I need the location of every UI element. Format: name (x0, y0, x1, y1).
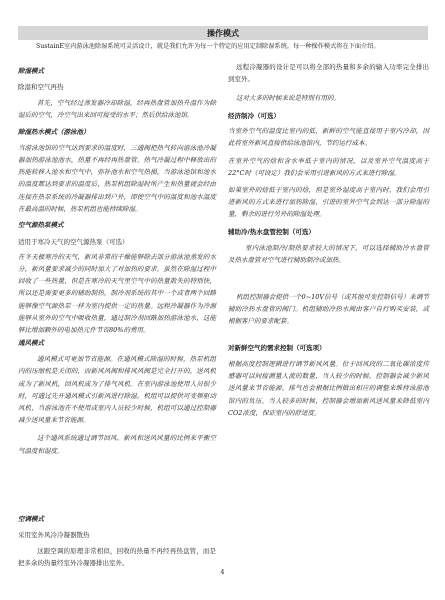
air-conditioning-mode-paragraph: 这跟空调的原理非常相似，回收的热量不再经再热盘管，而是把多余的热量经室外冷凝器排出室外。 (18, 547, 216, 568)
intro-paragraph: SustainE室内游泳池除湿系统可灵活设计，就是我们允许为每一个特定的应用定制除湿系统。每一种操作模式将在下面介绍。 (36, 43, 380, 50)
page-number: 4 (220, 568, 225, 576)
ventilation-mode-paragraph: 通风模式可更加节省能源。在通风模式除湿的时候，热泵机组内的压缩机是关闭的，而新风风阀和排风风阀是完全打开的，送风机成为了新风机，回风机成为了排气风机。在室内游泳池使用人员很少时，可通过先开通风模式引新风进行除湿，机组可以提供可变频驱动风机，当游泳池在不使用或室内人员较少时候，机组可以通过控制器减少送风量来节省能源。 (18, 355, 216, 425)
section-title: 操作模式 (207, 28, 239, 38)
left-column (18, 65, 216, 457)
aux-coils-paragraph-1: 室内泳池制冷/制热要求较大的情况下，可以选择辅助冷水盘管及热水盘管对空气进行辅助制冷或加热。 (228, 244, 429, 265)
air-conditioning-section (18, 513, 216, 569)
dehumidify-mode-paragraph: 首先，空气经过蒸发器冷却除湿，经再热盘管加热升温作为除湿后的空气，冷空气出来回可接受的水平；然后供给泳池馆。 (18, 99, 216, 120)
ventilation-mode-note: 这个通风系统通过调节回风、新风和送风风量的比例来平衡空气温度和湿度。 (18, 434, 216, 455)
air-conditioning-mode-heading: 空调模式 (18, 515, 44, 523)
economizer-paragraph-2: 在室外空气的焓和含水率低于室内的情况，以及室外空气温度高于22°C时（可设定）我们会采用引进新风的方式来进行除湿。 (228, 157, 429, 178)
aux-coils-paragraph-2: 机组控制器会提供一个0~10V信号（或其他可变控制信号）来调节辅助冷热水盘管的阀门。机组辅助冷热水阀由客户自行购买安装，或根据客户的要求配套。 (228, 293, 429, 326)
aux-coils-heading: 辅助冷/热水盘管控制（可选） (228, 228, 315, 236)
air-conditioning-mode-subheading: 采用室外风冷冷凝器散热 (18, 531, 90, 539)
air-source-mode-subheading: 适用于寒冷天气的空气源热泵（可选） (18, 237, 129, 246)
demand-control-heading: 对新鲜空气的需求控制（可选项） (228, 344, 326, 352)
ventilation-mode-heading: 通风模式 (18, 339, 44, 348)
demand-control-paragraph: 根据高度控制逻辑进行调节新风风量。位于回风段的二氧化碳浓度传感器可以间接测量人流的数量，当人较少的时候，控制器会减少新风送风量来节省能源。排气也会根据比例做出相应的调整来维持泳游池馆内的负压。当人较多的时候，控制器会增加新风送风量来降低室内CO2浓度，保证室内的舒适度。 (228, 360, 429, 417)
remote-condenser-paragraph: 远程冷凝器的设计是可以将全部的热量和多余的输入功率完全排出到室外。 (228, 63, 429, 84)
air-source-mode-paragraph: 在冬天极寒冷的天气，新风非常的干燥能够除去部分游泳池蒸发的水分，新风量要求减少的同时加大了对加热的要求。虽然在除湿过程中回收了一些热量，但是在寒冷的天气里空气中的热量散失的特别快，所以还是需要更多的辅助制热。制冷剂系统的其中一个或者两个回路能够像空气源热泵一样为室内提供一定的热量。远程冷凝器作为冷源能够从室外的空气中吸收热量，通过制冷剂回路加热游泳池水，这能够比增加额外的电加热元件节省80%的费用。 (18, 252, 216, 335)
air-source-mode-heading: 空气源热泵模式 (18, 220, 64, 229)
section-title-bar (18, 26, 428, 40)
pool-heating-mode-paragraph: 当游泳池馆的空气达到要求的温度时，三通阀把热气转向游泳池冷凝器加热游泳池池水，热量不再经再热盘管。热气冷凝过程中释放出的热能转移入池水和空气中，弥补池水和空气热损。当游泳池馆和池水的温度都达到要求的温度后，热泵机组除湿时所产生和热量就会经由连接在热泵系统的冷凝器排出到户外，即使空气中的温度和池水温度在最高温的时候，热泵机组也能持续除湿。 (18, 143, 216, 213)
right-column (228, 61, 429, 419)
economizer-paragraph-1: 当室外空气的温度比室内的低，新鲜的空气能直接用于室内冷却，因此将室外新风直接供给泳池馆内，节约运行成本。 (228, 127, 429, 148)
economizer-heading: 经济制冷（可选） (228, 112, 280, 120)
dehumidify-mode-subheading: 除湿和空气再热 (18, 83, 64, 91)
economizer-paragraph-3: 如果室外的焓低于室内的焓，但是室外湿度高于室内时，我们会用引进新风的方式来进行加热除湿，引进的室外空气会到达一部分除湿的量，剩余的进行另外的除湿处理。 (228, 186, 429, 219)
dehumidify-mode-heading: 除湿模式 (18, 67, 44, 75)
remote-condenser-note: 这对大多的时候来说是特别有用的。 (236, 94, 340, 102)
pool-heating-mode-heading: 除湿热水模式（游泳池） (18, 127, 90, 136)
